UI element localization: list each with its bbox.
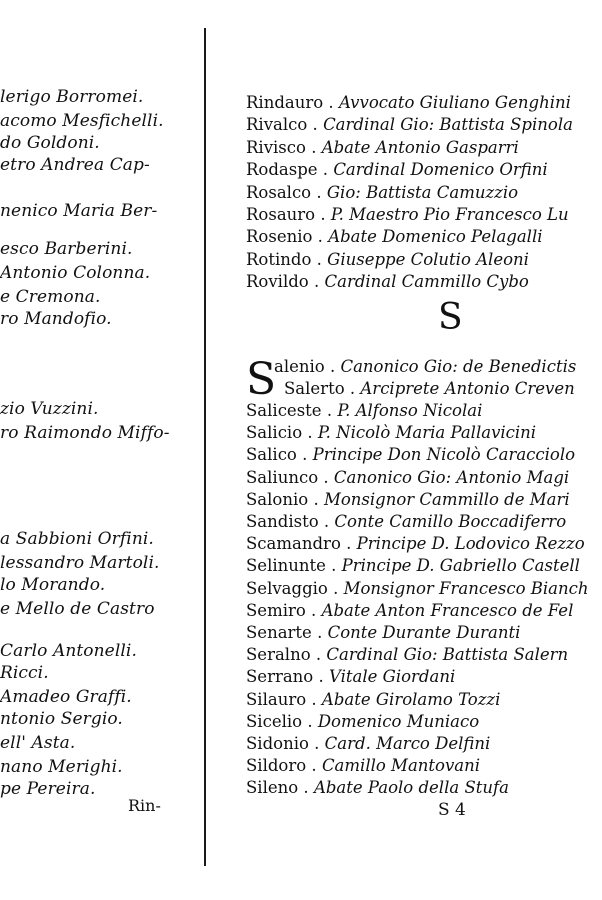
entry-text: Canonico Gio: Antonio Magi <box>333 467 570 487</box>
entry-name: Selvaggio <box>246 578 328 598</box>
index-entry: Scamandro . Principe D. Lodovico Rezzo <box>246 534 585 554</box>
left-page-line: lessandro Martoli. <box>0 553 160 573</box>
entry-name: Salico <box>246 445 297 465</box>
entry-text: P. Nicolò Maria Pallavicini <box>317 423 537 443</box>
entry-text: Monsignor Cammillo de Mari <box>323 489 570 509</box>
entry-text: Arciprete Antonio Creven <box>360 379 575 398</box>
entry-text: Cardinal Gio: Battista Salern <box>326 645 569 665</box>
index-entry: Rovildo . Cardinal Cammillo Cybo <box>246 272 529 292</box>
left-page-line: nano Merighi. <box>0 757 123 777</box>
entry-text: P. Maestro Pio Francesco Lu <box>330 205 569 224</box>
left-page-line: acomo Mesfichelli. <box>0 111 164 131</box>
entry-text: Card. Marco Delfini <box>324 734 491 753</box>
entry-name: Semiro <box>246 600 306 620</box>
entry-name: Sidonio <box>246 734 309 753</box>
entry-name: Saliceste <box>246 401 322 420</box>
entry-name: Senarte <box>246 623 312 642</box>
left-page-line: ntonio Sergio. <box>0 709 123 729</box>
entry-text: Avvocato Giuliano Genghini <box>338 93 571 112</box>
index-entry: Sicelio . Domenico Muniaco <box>246 711 480 731</box>
index-entry: Seralno . Cardinal Gio: Battista Salern <box>246 645 569 665</box>
left-page-line: nenico Maria Ber- <box>0 201 158 221</box>
entry-text: Monsignor Francesco Bianch <box>343 578 589 598</box>
index-entry: Salico . Principe Don Nicolò Caracciolo <box>246 445 576 465</box>
left-page-line: e Mello de Castro <box>0 599 155 619</box>
index-entry: Sildoro . Camillo Mantovani <box>246 756 481 776</box>
page-gutter <box>204 28 206 866</box>
index-entry: Rosauro . P. Maestro Pio Francesco Lu <box>246 205 569 224</box>
left-page <box>0 0 200 900</box>
entry-text: Principe D. Gabriello Castell <box>341 556 580 576</box>
entry-name: Saliunco <box>246 467 319 487</box>
right-page <box>212 0 602 900</box>
index-entry: Rosalco . Gio: Battista Camuzzio <box>246 182 519 202</box>
entry-text: Camillo Mantovani <box>321 756 481 776</box>
left-page-line: Carlo Antonelli. <box>0 641 137 661</box>
entry-text: Abate Paolo della Stufa <box>313 778 509 798</box>
entry-name: Salerto <box>284 379 345 398</box>
index-entry: Selvaggio . Monsignor Francesco Bianch <box>246 578 589 598</box>
entry-text: P. Alfonso Nicolai <box>337 401 483 420</box>
index-entry: Semiro . Abate Anton Francesco de Fel <box>246 600 574 620</box>
left-page-line: Antonio Colonna. <box>0 263 151 283</box>
entry-text: Vitale Giordani <box>329 667 456 687</box>
left-page-line: ro Raimondo Miffo- <box>0 423 170 443</box>
entry-text: Abate Antonio Gasparri <box>321 137 519 157</box>
index-entry: Rindauro . Avvocato Giuliano Genghini <box>246 93 571 112</box>
entry-text: Canonico Gio: de Benedictis <box>340 357 577 376</box>
index-entry: Salonio . Monsignor Cammillo de Mari <box>246 489 570 509</box>
index-entry: Silauro . Abate Girolamo Tozzi <box>246 689 501 709</box>
entry-name: Rosenio <box>246 227 313 247</box>
left-page-line: esco Barberini. <box>0 239 133 259</box>
entry-name: Rindauro <box>246 93 324 112</box>
entry-text: Conte Camillo Boccadiferro <box>334 512 567 531</box>
entry-name: Salicio <box>246 423 303 443</box>
entry-name: Serrano <box>246 667 314 687</box>
index-entry: Rivalco . Cardinal Gio: Battista Spinola <box>246 115 573 135</box>
left-page-line: ell' Asta. <box>0 733 76 753</box>
entry-text: Abate Anton Francesco de Fel <box>321 600 574 620</box>
entry-name: Silauro <box>246 689 307 709</box>
entry-text: Principe D. Lodovico Rezzo <box>356 534 585 554</box>
index-entry: Salicio . P. Nicolò Maria Pallavicini <box>246 423 537 443</box>
entry-name: Rotindo <box>246 249 312 269</box>
index-entry: Saliunco . Canonico Gio: Antonio Magi <box>246 467 570 487</box>
entry-text: Domenico Muniaco <box>317 711 480 731</box>
left-page-line: lo Morando. <box>0 575 106 595</box>
entry-name: alenio <box>274 357 325 376</box>
left-page-line: etro Andrea Cap- <box>0 155 150 175</box>
section-heading-letter: S <box>438 297 463 338</box>
left-page-line: e Cremona. <box>0 287 101 307</box>
folio-signature: S 4 <box>438 800 466 820</box>
entry-second: Salerto . Arciprete Antonio Creven <box>284 379 575 398</box>
entry-name: Sandisto <box>246 512 319 531</box>
left-page-line: do Goldoni. <box>0 133 100 153</box>
entry-name: Selinunte <box>246 556 326 576</box>
entry-text: Cardinal Domenico Orfini <box>333 160 548 180</box>
left-page-line: zio Vuzzini. <box>0 399 99 419</box>
entry-name: Scamandro <box>246 534 341 554</box>
index-entry: Rosenio . Abate Domenico Pelagalli <box>246 227 543 247</box>
index-entry: Sileno . Abate Paolo della Stufa <box>246 778 509 798</box>
entry-name: Rivisco <box>246 137 306 157</box>
entry-first: alenio . Canonico Gio: de Benedictis <box>274 357 577 376</box>
entry-text: Abate Domenico Pelagalli <box>328 227 543 247</box>
index-entry: Sidonio . Card. Marco Delfini <box>246 734 491 753</box>
entry-name: Sicelio <box>246 711 303 731</box>
left-page-line: lerigo Borromei. <box>0 87 144 107</box>
index-entry: Rotindo . Giuseppe Colutio Aleoni <box>246 249 529 269</box>
index-entry: Saliceste . P. Alfonso Nicolai <box>246 401 483 420</box>
left-page-line: ro Mandofio. <box>0 309 112 329</box>
catchword: Rin- <box>128 796 161 815</box>
entry-name: Sileno <box>246 778 299 798</box>
entry-text: Conte Durante Duranti <box>327 623 521 642</box>
index-entry: Serrano . Vitale Giordani <box>246 667 456 687</box>
left-page-line: pe Pereira. <box>0 779 96 799</box>
entry-name: Rovildo <box>246 272 309 292</box>
index-entry: Sandisto . Conte Camillo Boccadiferro <box>246 512 567 531</box>
entry-text: Principe Don Nicolò Caracciolo <box>312 445 576 465</box>
entry-name: Salonio <box>246 489 309 509</box>
entry-text: Cardinal Gio: Battista Spinola <box>323 115 573 135</box>
entry-text: Abate Girolamo Tozzi <box>321 689 501 709</box>
left-page-line: Ricci. <box>0 663 49 683</box>
entry-name: Rivalco <box>246 115 308 135</box>
left-page-line: Amadeo Graffi. <box>0 687 132 707</box>
index-entry: Selinunte . Principe D. Gabriello Castell <box>246 556 580 576</box>
index-entry: Rivisco . Abate Antonio Gasparri <box>246 137 519 157</box>
index-entry: Rodaspe . Cardinal Domenico Orfini <box>246 160 548 180</box>
entry-name: Rodaspe <box>246 160 318 180</box>
entry-name: Sildoro <box>246 756 307 776</box>
drop-capital: S <box>246 354 277 405</box>
entry-text: Cardinal Cammillo Cybo <box>324 272 529 292</box>
entry-name: Rosalco <box>246 182 312 202</box>
entry-text: Gio: Battista Camuzzio <box>326 182 519 202</box>
left-page-line: a Sabbioni Orfini. <box>0 529 154 549</box>
entry-text: Giuseppe Colutio Aleoni <box>327 249 529 269</box>
entry-name: Rosauro <box>246 205 316 224</box>
entry-name: Seralno <box>246 645 311 665</box>
index-entry: Senarte . Conte Durante Duranti <box>246 623 521 642</box>
